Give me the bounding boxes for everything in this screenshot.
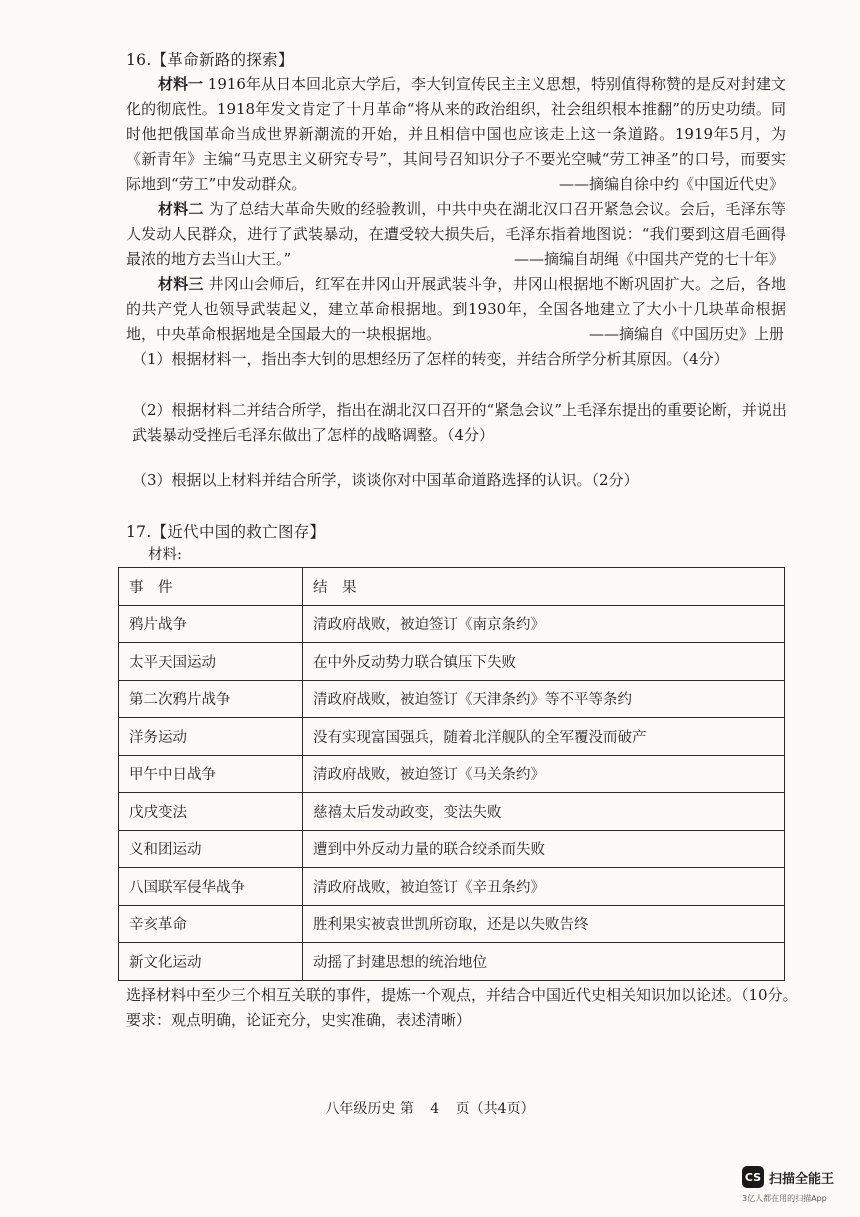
scanner-app-name: 扫描全能王 (769, 1171, 835, 1187)
event-cell: 戊戌变法 (119, 793, 303, 831)
table-header-row (119, 568, 785, 606)
event-cell: 洋务运动 (119, 718, 303, 756)
event-cell: 新文化运动 (119, 943, 303, 981)
result-cell: 动摇了封建思想的统治地位 (303, 943, 785, 981)
result-cell: 遭到中外反动力量的联合绞杀而失败 (303, 830, 785, 868)
table-row (119, 755, 785, 793)
scanner-logo-icon: CS (742, 1166, 764, 1188)
result-cell: 胜利果实被袁世凯所窃取，还是以失败告终 (303, 905, 785, 943)
table-row (119, 605, 785, 643)
table-row (119, 793, 785, 831)
header-result: 结 果 (303, 568, 785, 606)
footer-page-number: 4 (430, 1101, 440, 1117)
result-cell: 清政府战败，被迫签订《天津条约》等不平等条约 (303, 680, 785, 718)
material-1-text: 1916年从日本回北京大学后，李大钊宣传民主主义思想，特别值得称赞的是反对封建文化的彻底性。1918年发文肯定了十月革命“将从来的政治组织，社会组织根本推翻”的历史功绩。同时他把俄国革命当成世界新潮流的开始，并且相信中国也应该走上这一条道路。1919年5月，为《新青年》主编“马克思主义研究专号”，其间号召知识分子不要光空喊“劳工神圣”的口号，而要实际地到“劳工”中发动群众。 (126, 75, 786, 193)
page-footer (0, 1098, 860, 1118)
footer-prefix: 八年级历史 第 (325, 1101, 414, 1117)
table-row (119, 905, 785, 943)
material-3-source: ——摘编自《中国历史》上册 (588, 325, 784, 343)
result-cell: 清政府战败，被迫签订《南京条约》 (303, 605, 785, 643)
header-event: 事 件 (119, 568, 303, 606)
table-row (119, 718, 785, 756)
q17-instruction: 选择材料中至少三个相互关联的事件，提炼一个观点，并结合中国近代史相关知识加以论述。（10分。要求：观点明确，论证充分，史实准确，表述清晰） (126, 986, 798, 1029)
q16-subquestion-2: （2）根据材料二并结合所学，指出在湖北汉口召开的“紧急会议”上毛泽东提出的重要论断，并说出武装暴动受挫后毛泽东做出了怎样的战略调整。（4分） (132, 401, 787, 444)
events-table (118, 567, 785, 981)
material-3-label: 材料三 (158, 275, 204, 293)
material-1-source: ——摘编自徐中约《中国近代史》 (558, 175, 784, 193)
table-row (119, 868, 785, 906)
q16-subquestion-1: （1）根据材料一，指出李大钊的思想经历了怎样的转变，并结合所学分析其原因。（4分） (132, 350, 729, 368)
result-cell: 慈禧太后发动政变，变法失败 (303, 793, 785, 831)
event-cell: 义和团运动 (119, 830, 303, 868)
result-cell: 在中外反动势力联合镇压下失败 (303, 643, 785, 681)
result-cell: 清政府战败，被迫签订《马关条约》 (303, 755, 785, 793)
material-2-text: 为了总结大革命失败的经验教训，中共中央在湖北汉口召开紧急会议。会后，毛泽东等人发动人民群众，进行了武装暴动，在遭受较大损失后，毛泽东指着地图说：“我们要到这眉毛画得最浓的地方去当山大王。” (126, 200, 786, 268)
q16-material-1 (126, 72, 786, 197)
question-16-title: 16.【革命新路的探索】 (126, 51, 294, 69)
footer-suffix: 页（共4页） (455, 1101, 535, 1117)
result-cell: 没有实现富国强兵，随着北洋舰队的全军覆没而破产 (303, 718, 785, 756)
event-cell: 辛亥革命 (119, 905, 303, 943)
event-cell: 第二次鸦片战争 (119, 680, 303, 718)
table-row (119, 830, 785, 868)
event-cell: 鸦片战争 (119, 605, 303, 643)
q16-material-3 (126, 272, 786, 347)
table-row (119, 643, 785, 681)
result-cell: 清政府战败，被迫签订《辛丑条约》 (303, 868, 785, 906)
table-row (119, 680, 785, 718)
event-cell: 太平天国运动 (119, 643, 303, 681)
q17-material-caption: 材料: (148, 547, 182, 563)
event-cell: 甲午中日战争 (119, 755, 303, 793)
scanner-tagline: 3亿人都在用的扫描App (742, 1194, 827, 1203)
material-3-text: 井冈山会师后，红军在井冈山开展武装斗争，井冈山根据地不断巩固扩大。之后，各地的共产党人也领导武装起义，建立革命根据地。到1930年，全国各地建立了大小十几块革命根据地，中央革命根据地是全国最大的一块根据地。 (126, 275, 786, 343)
material-2-label: 材料二 (158, 200, 204, 218)
material-2-source: ——摘编自胡绳《中国共产党的七十年》 (513, 250, 784, 268)
q16-material-2 (126, 197, 786, 272)
table-row (119, 943, 785, 981)
material-1-label: 材料一 (158, 75, 204, 93)
q16-subquestion-3: （3）根据以上材料并结合所学，谈谈你对中国革命道路选择的认识。（2分） (132, 471, 639, 489)
event-cell: 八国联军侵华战争 (119, 868, 303, 906)
scanner-watermark (742, 1166, 834, 1188)
question-17-title: 17.【近代中国的救亡图存】 (126, 523, 326, 541)
